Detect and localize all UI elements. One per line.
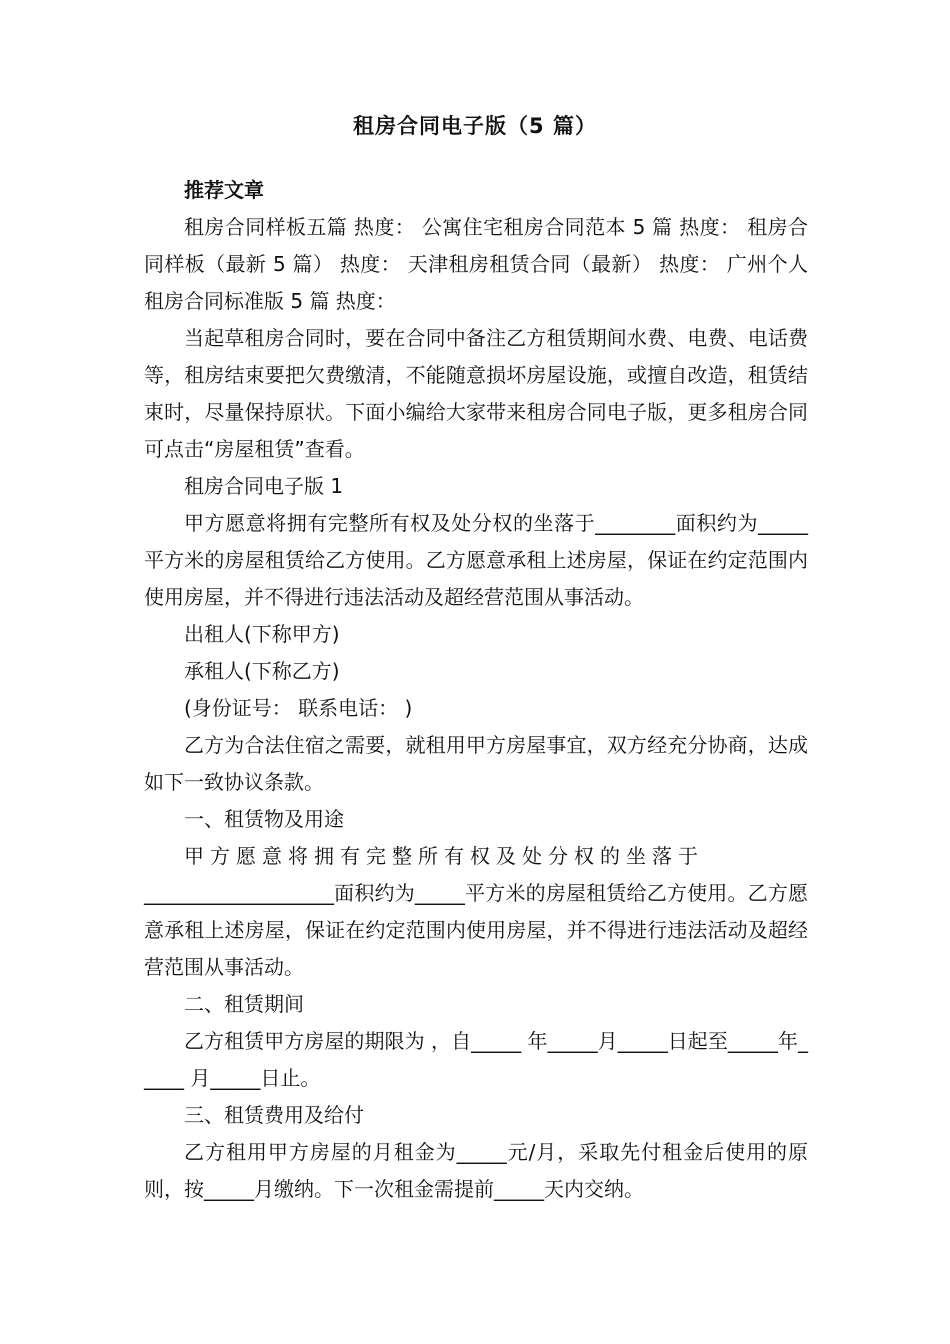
document-title: 租房合同电子版（5 篇） [353, 114, 597, 138]
recommended-articles-heading: 推荐文章 [184, 178, 264, 202]
intro-paragraph: 当起草租房合同时，要在合同中备注乙方租赁期间水费、电费、电话费等，租房结束要把欠费缴清，不能随意损坏房屋设施，或擅自改造，租赁结束时，尽量保持原状。下面小编给大家带来租房合同电子版，更多租房合同可点击“房屋租赁”查看。 [144, 326, 808, 461]
clause-heading-3: 三、租赁费用及给付 [184, 1103, 364, 1127]
section-heading-contract-1: 租房合同电子版 1 [184, 474, 344, 498]
paragraph-agreement: 乙方为合法住宿之需要，就租用甲方房屋事宜，双方经充分协商，达成如下一致协议条款。 [144, 733, 808, 794]
recommended-articles-list: 租房合同样板五篇 热度： 公寓住宅租房合同范本 5 篇 热度： 租房合同样板（最新 5 篇） 热度： 天津租房租赁合同（最新） 热度： 广州个人租房合同标准版 5 篇 热度： [144, 215, 808, 313]
clause-3-body: 乙方租用甲方房屋的月租金为_____元/月，采取先付租金后使用的原则，按_____月缴纳。下一次租金需提前_____天内交纳。 [144, 1140, 808, 1201]
clause-1-line-1: 甲方愿意将拥有完整所有权及处分权的坐落于 [184, 844, 704, 868]
clause-heading-1: 一、租赁物及用途 [184, 807, 344, 831]
clause-2-body: 乙方租赁甲方房屋的期限为 ，自_____ 年_____月_____日起至_____年_____ 月_____日止。 [144, 1029, 808, 1090]
clause-heading-2: 二、租赁期间 [184, 992, 304, 1016]
paragraph-lessor: 出租人(下称甲方) [184, 622, 340, 646]
paragraph-lease-property: 甲方愿意将拥有完整所有权及处分权的坐落于________面积约为_____平方米的房屋租赁给乙方使用。乙方愿意承租上述房屋，保证在约定范围内使用房屋，并不得进行违法活动及超经营范围从事活动。 [144, 511, 808, 609]
clause-1-body: ___________________面积约为_____平方米的房屋租赁给乙方使用。乙方愿意承租上述房屋，保证在约定范围内使用房屋，并不得进行违法活动及超经营范围从事活动。 [144, 881, 808, 979]
paragraph-lessee: 承租人(下称乙方) [184, 659, 340, 683]
paragraph-id-phone: (身份证号： 联系电话： ) [184, 696, 413, 720]
document-body [144, 172, 808, 1208]
